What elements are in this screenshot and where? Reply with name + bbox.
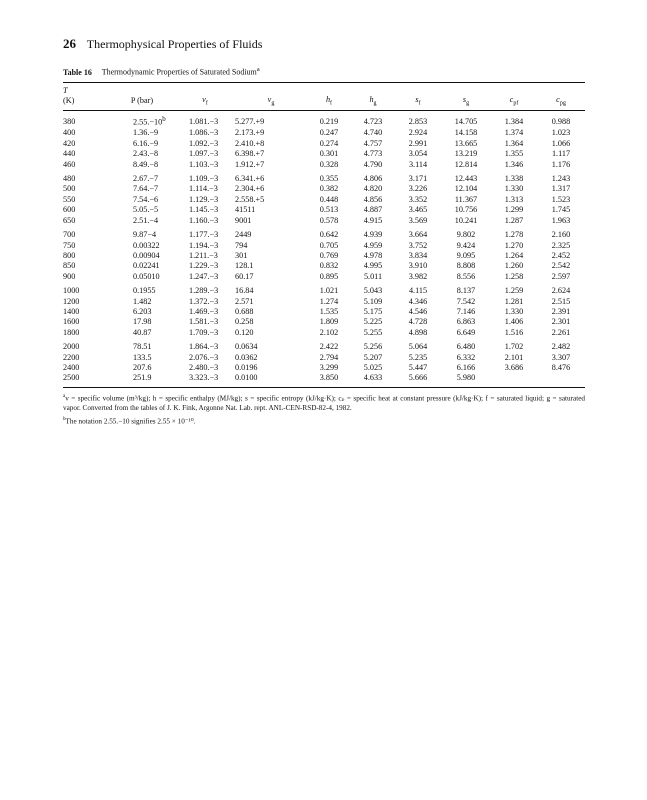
cell-vg: 2.571 [235, 296, 254, 306]
cell-hg: 5.175 [363, 306, 383, 316]
cell-P: 0.1955 [133, 286, 156, 296]
cell-cpf: 1.384 [504, 116, 524, 126]
cell-cpf [491, 373, 537, 386]
cell-sg: 12.104 [454, 184, 478, 194]
table-row [63, 261, 585, 271]
cell-P: 251.9 [133, 373, 152, 383]
cell-cpg: 2.542 [551, 261, 571, 271]
cell-cpf: 1.278 [504, 230, 524, 240]
cell-cpg: 2.261 [551, 327, 571, 337]
sodium-properties-table [63, 82, 585, 387]
header-row-symbol [63, 82, 585, 95]
cell-sg: 7.542 [456, 296, 476, 306]
cell-cpf: 1.281 [504, 296, 524, 306]
col-header-hf: $h_f$ [325, 94, 333, 107]
pressure-footnote-mark: b [162, 116, 166, 124]
table-row [63, 363, 585, 373]
cell-sf: 5.447 [408, 362, 428, 372]
col-header-vg: $v_g$ [267, 94, 275, 107]
cell-vf: 1.109.−3 [189, 174, 219, 184]
cell-sg: 8.556 [456, 271, 476, 281]
table-row [63, 241, 585, 251]
cell-vf: 1.086.−3 [189, 128, 219, 138]
cell-cpf: 1.264 [504, 250, 524, 260]
cell-cpf: 1.338 [504, 174, 524, 184]
cell-hf: 1.535 [319, 306, 339, 316]
cell-sf: 4.728 [408, 317, 428, 327]
cell-P: 17.98 [133, 317, 152, 327]
cell-sg: 5.980 [456, 373, 476, 383]
table-row [63, 160, 585, 170]
col-header-P: P (bar) [130, 95, 154, 105]
cell-T: 380 [63, 116, 76, 126]
cell-sf: 5.064 [408, 342, 428, 352]
cell-T: 1800 [63, 327, 80, 337]
cell-cpg: 1.117 [551, 149, 571, 159]
cell-hg: 4.978 [363, 250, 383, 260]
cell-sf: 2.991 [408, 138, 428, 148]
cell-hf: 2.794 [319, 352, 339, 362]
cell-vf: 1.469.−3 [189, 306, 219, 316]
table-row [63, 251, 585, 261]
cell-vg: 2.558.+5 [235, 194, 265, 204]
table-row [63, 282, 585, 296]
col-header-sg: $s_g$ [462, 94, 470, 107]
cell-cpg: 8.476 [551, 362, 571, 372]
table-bottom-rule [63, 387, 585, 388]
cell-vg: 301 [235, 250, 248, 260]
cell-cpg: 1.243 [551, 174, 571, 184]
cell-vg: 0.0634 [235, 342, 258, 352]
cell-vf: 2.076.−3 [189, 352, 219, 362]
cell-sg: 10.756 [454, 205, 478, 215]
cell-hg: 5.225 [363, 317, 383, 327]
cell-T: 460 [63, 159, 76, 169]
cell-sg: 9.424 [456, 240, 476, 250]
table-body [63, 111, 585, 387]
table-row [63, 373, 585, 386]
cell-P: 0.05010 [133, 271, 160, 281]
cell-sg: 12.814 [454, 159, 478, 169]
cell-T: 1400 [63, 306, 80, 316]
table-row [63, 272, 585, 282]
col-header-vf: $v_f$ [202, 94, 208, 107]
cell-sf: 3.171 [408, 174, 428, 184]
cell-T: 850 [63, 261, 76, 271]
cell-vg: 5.277.+9 [235, 116, 265, 126]
cell-vf: 1.129.−3 [189, 194, 219, 204]
cell-hg: 4.856 [363, 194, 383, 204]
cell-sf: 3.834 [408, 250, 428, 260]
cell-hg: 5.043 [363, 286, 383, 296]
cell-sf: 3.982 [408, 271, 428, 281]
cell-T: 1200 [63, 296, 80, 306]
cell-hf: 0.578 [319, 215, 339, 225]
cell-sg: 6.863 [456, 317, 476, 327]
cell-cpf: 1.406 [504, 317, 524, 327]
cell-P: 5.05.−5 [133, 205, 159, 215]
cell-hf: 2.422 [319, 342, 339, 352]
cell-hf: 0.328 [319, 159, 339, 169]
cell-cpg [537, 373, 585, 386]
col-header-sf: $s_f$ [415, 94, 421, 107]
cell-hf: 0.832 [319, 261, 339, 271]
cell-vf: 1.247.−3 [189, 271, 219, 281]
cell-cpg: 2.452 [551, 250, 571, 260]
table-row [63, 216, 585, 226]
cell-vg: 2.410.+8 [235, 138, 265, 148]
cell-T: 2000 [63, 342, 80, 352]
cell-cpf: 1.287 [504, 215, 524, 225]
cell-cpg: 2.597 [551, 271, 571, 281]
cell-P: $2.55.-10^b$ [133, 116, 166, 128]
cell-P: 1.36.−9 [133, 128, 159, 138]
cell-sg: 8.808 [456, 261, 476, 271]
cell-hf: 3.299 [319, 362, 339, 372]
cell-vg: 9001 [235, 215, 252, 225]
cell-vf: 1.097.−3 [189, 149, 219, 159]
cell-hg: 5.011 [363, 271, 383, 281]
table-row [63, 353, 585, 363]
col-header-cpf: $c_{pf}$ [509, 94, 519, 107]
cell-T: 550 [63, 194, 76, 204]
cell-cpf: 2.101 [504, 352, 524, 362]
cell-sf: 4.898 [408, 327, 428, 337]
col-header-T-unit: (K) [63, 95, 75, 105]
table-row [63, 195, 585, 205]
cell-sf: 4.546 [408, 306, 428, 316]
table-row [63, 307, 585, 317]
header-row [63, 95, 585, 111]
cell-cpf: 1.346 [504, 159, 524, 169]
cell-hf: 0.642 [319, 230, 339, 240]
cell-hg: 4.915 [363, 215, 383, 225]
cell-vg: 6.398.+7 [235, 149, 265, 159]
cell-P: 9.87−4 [133, 230, 157, 240]
cell-hf: 0.382 [319, 184, 339, 194]
cell-P: 0.02241 [133, 261, 160, 271]
cell-hg: 5.207 [363, 352, 383, 362]
cell-sg: 13.219 [454, 149, 478, 159]
cell-vf: 1.372.−3 [189, 296, 219, 306]
table-row [63, 338, 585, 352]
table-caption [63, 66, 585, 77]
cell-hf: 0.301 [319, 149, 339, 159]
cell-cpf: 1.270 [504, 240, 524, 250]
running-head [63, 36, 585, 52]
table-row [63, 226, 585, 240]
cell-hg: 5.025 [363, 362, 383, 372]
table-row [63, 170, 585, 184]
cell-T: 400 [63, 128, 76, 138]
cell-sg: 10.241 [454, 215, 478, 225]
cell-T: 650 [63, 215, 76, 225]
cell-vg: 0.0362 [235, 352, 258, 362]
cell-sg: 6.480 [456, 342, 476, 352]
cell-sf: 3.752 [408, 240, 428, 250]
cell-cpg: 2.160 [551, 230, 571, 240]
cell-T: 750 [63, 240, 76, 250]
cell-hg: 4.723 [363, 116, 383, 126]
cell-hg: 4.939 [363, 230, 383, 240]
cell-hf: 0.219 [319, 116, 339, 126]
cell-hg: 4.633 [363, 373, 383, 383]
cell-vf: 1.864.−3 [189, 342, 219, 352]
cell-vf: 1.289.−3 [189, 286, 219, 296]
cell-sg: 9.802 [456, 230, 476, 240]
cell-vg: 16.84 [235, 286, 254, 296]
cell-hg: 4.959 [363, 240, 383, 250]
cell-vf: 1.160.−3 [189, 215, 219, 225]
cell-sg: 14.705 [454, 116, 478, 126]
cell-vf: 1.581.−3 [189, 317, 219, 327]
footnote-a: $^a$v = specific volume (m³/kg); h = specific enthalpy (MJ/kg); s = specific entropy (kJ/kg·K); cₚ = specific heat at constant pressure (kJ/kg·K); f = saturated liquid; g = saturated vapor. Converted from the tables of J. K. Fink, Argonne Nat. Lab. rept. ANL-CEN-RSD-82-4, 1982. [63, 393, 585, 413]
cell-vf: 3.323.−3 [189, 373, 219, 383]
cell-cpg: 2.515 [551, 296, 571, 306]
table-row [63, 184, 585, 194]
cell-vf: 1.177.−3 [189, 230, 219, 240]
cell-hg: 5.255 [363, 327, 383, 337]
cell-cpf: 1.355 [504, 149, 524, 159]
cell-vg: 1.912.+7 [235, 159, 265, 169]
table-row [63, 149, 585, 159]
footnote-b: $^b$The notation 2.55.−10 signifies 2.55 × 10⁻¹⁰. [63, 417, 196, 426]
cell-P: 2.43.−8 [133, 149, 159, 159]
cell-cpf: 1.330 [504, 306, 524, 316]
table-row [63, 111, 585, 129]
table-title: Thermodynamic Properties of Saturated Sodium [101, 67, 257, 77]
cell-hg: 4.806 [363, 174, 383, 184]
cell-T: 900 [63, 271, 76, 281]
table-row [63, 328, 585, 338]
table-row [63, 317, 585, 327]
col-header-T-symbol: T [63, 82, 109, 95]
cell-cpg: 2.482 [551, 342, 571, 352]
cell-hg: 5.256 [363, 342, 383, 352]
document-page [63, 36, 585, 429]
cell-cpg: 1.176 [551, 159, 571, 169]
cell-hf: 0.705 [319, 240, 339, 250]
cell-sf: 3.465 [408, 205, 428, 215]
cell-T: 440 [63, 149, 76, 159]
cell-P: 6.16.−9 [133, 138, 159, 148]
cell-T: 2500 [63, 373, 80, 383]
cell-sg: 7.146 [456, 306, 476, 316]
table-label: Table 16 [63, 67, 92, 77]
cell-cpf: 1.516 [504, 327, 524, 337]
cell-T: 500 [63, 184, 76, 194]
cell-hg: 5.109 [363, 296, 383, 306]
cell-vg: 0.258 [235, 317, 254, 327]
cell-P: 2.67.−7 [133, 174, 159, 184]
cell-T: 600 [63, 205, 76, 215]
cell-sf: 5.235 [408, 352, 428, 362]
cell-cpg: 1.023 [551, 128, 571, 138]
cell-vg: 128.1 [235, 261, 254, 271]
cell-hf: 0.355 [319, 174, 339, 184]
cell-P: 40.87 [133, 327, 152, 337]
cell-vf: 2.480.−3 [189, 362, 219, 372]
cell-sf: 3.054 [408, 149, 428, 159]
cell-P: 6.203 [133, 306, 152, 316]
cell-hg: 4.773 [363, 149, 383, 159]
cell-sf: 4.346 [408, 296, 428, 306]
running-title: Thermophysical Properties of Fluids [86, 37, 263, 51]
cell-cpf: 1.299 [504, 205, 524, 215]
cell-T: 480 [63, 174, 76, 184]
cell-vf: 1.092.−3 [189, 138, 219, 148]
col-header-hg: $h_g$ [369, 94, 377, 107]
cell-P: 8.49.−8 [133, 159, 159, 169]
cell-vg: 0.0100 [235, 373, 258, 383]
cell-sf: 5.666 [408, 373, 428, 383]
cell-cpf: 1.702 [504, 342, 524, 352]
cell-T: 420 [63, 138, 76, 148]
cell-sf: 4.115 [408, 286, 428, 296]
cell-T: 1000 [63, 286, 80, 296]
cell-sg: 9.095 [456, 250, 476, 260]
cell-hf: 0.448 [319, 194, 339, 204]
cell-sf: 3.226 [408, 184, 428, 194]
cell-cpg: 2.301 [551, 317, 571, 327]
cell-T: 1600 [63, 317, 80, 327]
col-header-cpg: $c_{pg}$ [556, 94, 566, 107]
cell-vg: 794 [235, 240, 248, 250]
cell-sg: 11.367 [454, 194, 478, 204]
cell-hg: 4.757 [363, 138, 383, 148]
cell-hf: 2.102 [319, 327, 339, 337]
cell-vf: 1.081.−3 [189, 116, 219, 126]
cell-sf: 3.664 [408, 230, 428, 240]
cell-P: 1.482 [133, 296, 152, 306]
cell-hg: 4.820 [363, 184, 383, 194]
cell-sf: 2.924 [408, 128, 428, 138]
cell-vg: 2.173.+9 [235, 128, 265, 138]
cell-vg: 0.0196 [235, 362, 258, 372]
cell-cpf: 3.686 [504, 362, 524, 372]
cell-sg: 6.649 [456, 327, 476, 337]
cell-vg: 0.120 [235, 327, 254, 337]
cell-vf: 1.211.−3 [189, 250, 218, 260]
footnotes [63, 392, 585, 427]
cell-cpf: 1.259 [504, 286, 524, 296]
cell-sf: 3.352 [408, 194, 428, 204]
cell-hf: 0.247 [319, 128, 339, 138]
cell-vg: 0.688 [235, 306, 254, 316]
cell-vg: 41511 [235, 205, 256, 215]
cell-T: 800 [63, 250, 76, 260]
cell-hf: 0.769 [319, 250, 339, 260]
cell-cpf: 1.258 [504, 271, 524, 281]
cell-P: 78.51 [133, 342, 152, 352]
cell-sg: 6.166 [456, 362, 476, 372]
cell-sg: 6.332 [456, 352, 476, 362]
cell-hf: 1.021 [319, 286, 339, 296]
cell-hf: 0.274 [319, 138, 339, 148]
cell-cpf: 1.374 [504, 128, 524, 138]
cell-hf: 3.850 [319, 373, 339, 383]
cell-cpg: 1.523 [551, 194, 571, 204]
cell-sf: 2.853 [408, 116, 428, 126]
cell-hg: 4.887 [363, 205, 383, 215]
cell-cpg: 0.988 [551, 116, 571, 126]
cell-sf: 3.910 [408, 261, 428, 271]
cell-P: 0.00322 [133, 240, 160, 250]
cell-hf: 0.895 [319, 271, 339, 281]
cell-hg: 4.790 [363, 159, 383, 169]
cell-cpg: 2.391 [551, 306, 571, 316]
table-row [63, 128, 585, 138]
cell-cpf: 1.313 [504, 194, 524, 204]
cell-cpg: 3.307 [551, 352, 571, 362]
cell-hf: 1.274 [319, 296, 339, 306]
cell-cpf: 1.364 [504, 138, 524, 148]
cell-sg: 13.665 [454, 138, 478, 148]
cell-vf: 1.114.−3 [189, 184, 218, 194]
table-row [63, 139, 585, 149]
cell-T: 700 [63, 230, 76, 240]
table-row [63, 205, 585, 215]
cell-sg: 8.137 [456, 286, 476, 296]
cell-P: 133.5 [133, 352, 152, 362]
cell-cpf: 1.330 [504, 184, 524, 194]
table-row [63, 297, 585, 307]
cell-cpg: 2.325 [551, 240, 571, 250]
cell-sg: 14.158 [454, 128, 478, 138]
cell-vf: 1.709.−3 [189, 327, 219, 337]
cell-vf: 1.229.−3 [189, 261, 219, 271]
page-number: 26 [63, 36, 76, 51]
cell-vg: 60.17 [235, 271, 254, 281]
cell-hg: 4.995 [363, 261, 383, 271]
cell-vf: 1.103.−3 [189, 159, 219, 169]
cell-cpg: 1.745 [551, 205, 571, 215]
caption-footnote-mark: a [256, 66, 260, 73]
cell-T: 2400 [63, 362, 80, 372]
cell-sg: 12.443 [454, 174, 478, 184]
cell-sf: 3.114 [408, 159, 428, 169]
cell-vg: 2.304.+6 [235, 184, 265, 194]
cell-cpg: 1.317 [551, 184, 571, 194]
cell-P: 0.00904 [133, 250, 160, 260]
cell-vf: 1.145.−3 [189, 205, 219, 215]
cell-vf: 1.194.−3 [189, 240, 219, 250]
cell-cpf: 1.260 [504, 261, 524, 271]
cell-cpg: 2.624 [551, 286, 571, 296]
cell-hg: 4.740 [363, 128, 383, 138]
cell-cpg: 1.963 [551, 215, 571, 225]
cell-hf: 1.809 [319, 317, 339, 327]
cell-cpg: 1.066 [551, 138, 571, 148]
cell-P: 2.51.−4 [133, 215, 159, 225]
cell-P: 7.64.−7 [133, 184, 159, 194]
cell-vg: 2449 [235, 230, 252, 240]
cell-P: 7.54.−6 [133, 194, 159, 204]
cell-P: 207.6 [133, 362, 152, 372]
cell-T: 2200 [63, 352, 80, 362]
cell-vg: 6.341.+6 [235, 174, 265, 184]
cell-hf: 0.513 [319, 205, 339, 215]
cell-sf: 3.569 [408, 215, 428, 225]
